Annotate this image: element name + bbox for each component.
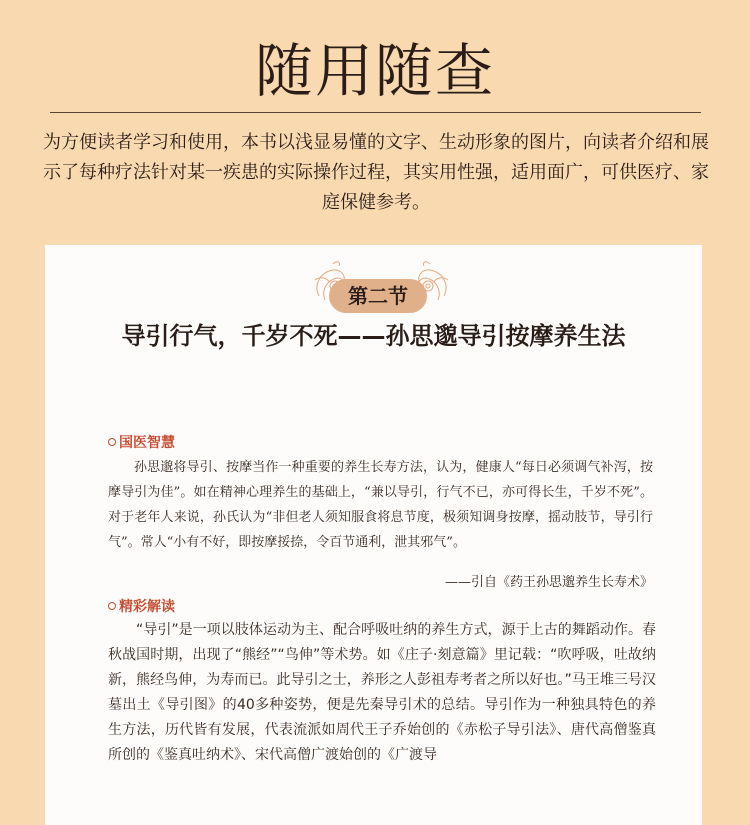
jiedu-heading (108, 596, 175, 618)
circle-bullet-icon (108, 438, 116, 446)
jiedu-body (108, 618, 656, 768)
title-rule (50, 112, 701, 113)
circle-bullet-icon (108, 602, 116, 610)
quote-source: ——引自《药王孙思邈养生长寿术》 (444, 575, 653, 590)
jiedu-body-text: “导引”是一项以肢体运动为主、配合呼吸吐纳的养生方式，源于上古的舞蹈动作。春秋战国时期，出现了“熊经”“鸟伸”等术势。如《庄子·刻意篇》里记载：“吹呼吸，吐故纳新，熊经鸟伸，为寿而已。此导引之士，养形之人彭祖寿考者之所以好也。”马王堆三号汉墓出土《导引图》的40多种姿势，便是先秦导引术的总结。导引作为一种独具特色的养生方法，历代皆有发展，代表流派如周代王子乔始创的《赤松子导引法》、唐代高僧鉴真所创的《鉴真吐纳术》、宋代高僧广渡始创的《广渡导 (108, 622, 656, 763)
guoyi-quote-text: 孙思邈将导引、按摩当作一种重要的养生长寿方法，认为，健康人“每日必须调气补泻，按摩导引为佳”。如在精神心理养生的基础上，“兼以导引，行气不已，亦可得长生，千岁不死”。对于老年人来说，孙氏认为“非但老人须知服食将息节度，极须知调身按摩，摇动肢节，导引行气”。常人“小有不好，即按摩挼捺，令百节通利，泄其邪气”。 (108, 460, 653, 550)
guoyi-heading (108, 432, 175, 454)
intro-text (40, 128, 712, 218)
section-badge: 第二节 (329, 279, 427, 313)
header-title: 随用随查 (254, 37, 495, 105)
guoyi-quote (108, 455, 653, 555)
guoyi-heading-label: 国医智慧 (119, 435, 175, 451)
jiedu-heading-label: 精彩解读 (119, 599, 175, 615)
intro-paragraph: 为方便读者学习和使用，本书以浅显易懂的文字、生动形象的图片，向读者介绍和展示了每种疗法针对某一疾患的实际操作过程，其实用性强，适用面广，可供医疗、家庭保健参考。 (43, 132, 709, 213)
section-title: 导引行气，千岁不死——孙思邈导引按摩养生法 (121, 322, 626, 350)
